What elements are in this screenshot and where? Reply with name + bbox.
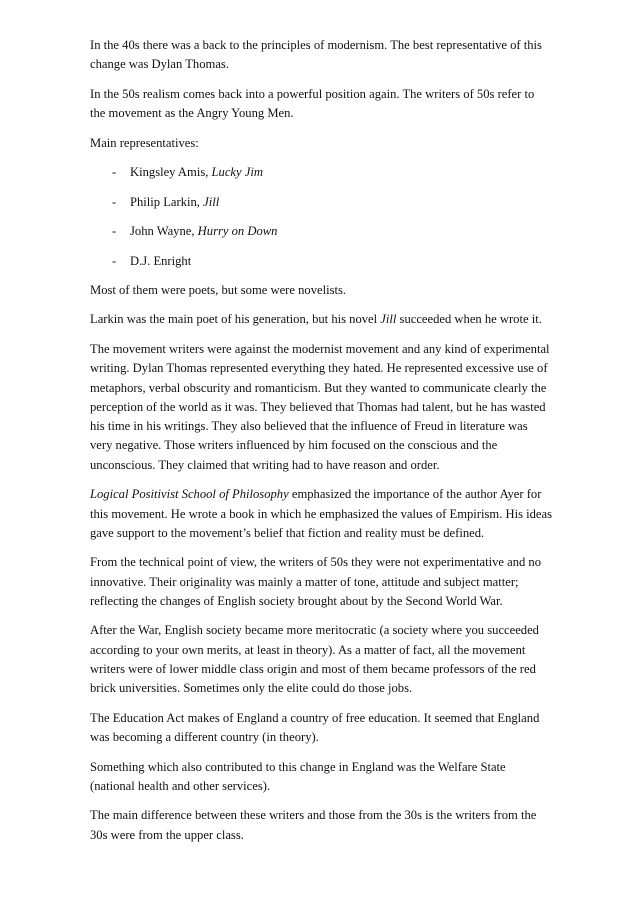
paragraph-40s: In the 40s there was a back to the principles of modernism. The best representative of this change was Dylan Thomas. xyxy=(90,38,542,72)
paragraph-welfare-state: Something which also contributed to this change in England was the Welfare State (national health and other services). xyxy=(90,759,506,793)
paragraph-movement-writers: The movement writers were against the modernist movement and any kind of experimental writing. Dylan Thomas represented everything they hated. He represented excessive use of metaphors, verbal obscurity and romanticism. But they wanted to communicate clearly the perception of the world as it was. They believed that Thomas had talent, but he has wasted his time in his writings. They also believed that the influence of Freud in literature was very negative. Those writers influenced by him focused on the conscious and the unconscious. They claimed that writing had to have reason and order. xyxy=(90,341,550,472)
author-name: John Wayne, xyxy=(130,224,198,239)
representatives-list xyxy=(90,163,552,271)
work-title: Lucky Jim xyxy=(211,165,263,180)
larkin-text-after: succeeded when he wrote it. xyxy=(396,312,542,327)
paragraph-logical-positivist xyxy=(90,485,552,543)
author-name: Kingsley Amis, xyxy=(130,165,212,180)
work-title: Hurry on Down xyxy=(197,224,278,239)
list-dash: - xyxy=(112,194,117,209)
paragraph-larkin xyxy=(90,310,552,329)
paragraph-main-representatives: Main representatives: xyxy=(90,135,199,150)
list-dash: - xyxy=(112,224,117,239)
list-item xyxy=(90,222,552,241)
work-title: Jill xyxy=(203,194,220,209)
paragraph-50s: In the 50s realism comes back into a powerful position again. The writers of 50s refer to the movement as the Angry Young Men. xyxy=(90,86,535,121)
author-name: Philip Larkin, xyxy=(130,194,204,209)
larkin-text-before: Larkin was the main poet of his generation, but his novel xyxy=(90,312,381,327)
list-item xyxy=(90,252,552,271)
larkin-novel-title: Jill xyxy=(380,312,397,327)
list-dash: - xyxy=(112,253,117,268)
list-item xyxy=(90,163,552,182)
list-item xyxy=(90,193,552,212)
school-name: Logical Positivist School of Philosophy xyxy=(90,487,289,502)
paragraph-most-poets: Most of them were poets, but some were novelists. xyxy=(90,282,347,297)
paragraph-after-war: After the War, English society became more meritocratic (a society where you succeeded according to your own merits, at least in theory). As a matter of fact, all the movement writers were of lower middle class origin and most of them became professors of the red brick universities. Sometimes only the elite could do those jobs. xyxy=(90,623,539,696)
paragraph-education-act: The Education Act makes of England a country of free education. It seemed that England was becoming a different country (in theory). xyxy=(90,710,540,745)
paragraph-main-difference: The main difference between these writers and those from the 30s is the writers from the 30s were from the upper class. xyxy=(90,808,537,842)
author-name: D.J. Enright xyxy=(130,253,192,268)
logical-text-after: emphasized the importance of the author Ayer for this movement. He wrote a book in which he emphasized the values of Empirism. His ideas gave support to the movement’s belief that fiction and reality must be defined. xyxy=(90,487,553,540)
paragraph-technical: From the technical point of view, the writers of 50s they were not experimentative and no innovative. Their originality was mainly a matter of tone, attitude and subject matter; reflecting the changes of English society brought about by the Second World War. xyxy=(90,555,542,608)
list-dash: - xyxy=(112,165,117,180)
